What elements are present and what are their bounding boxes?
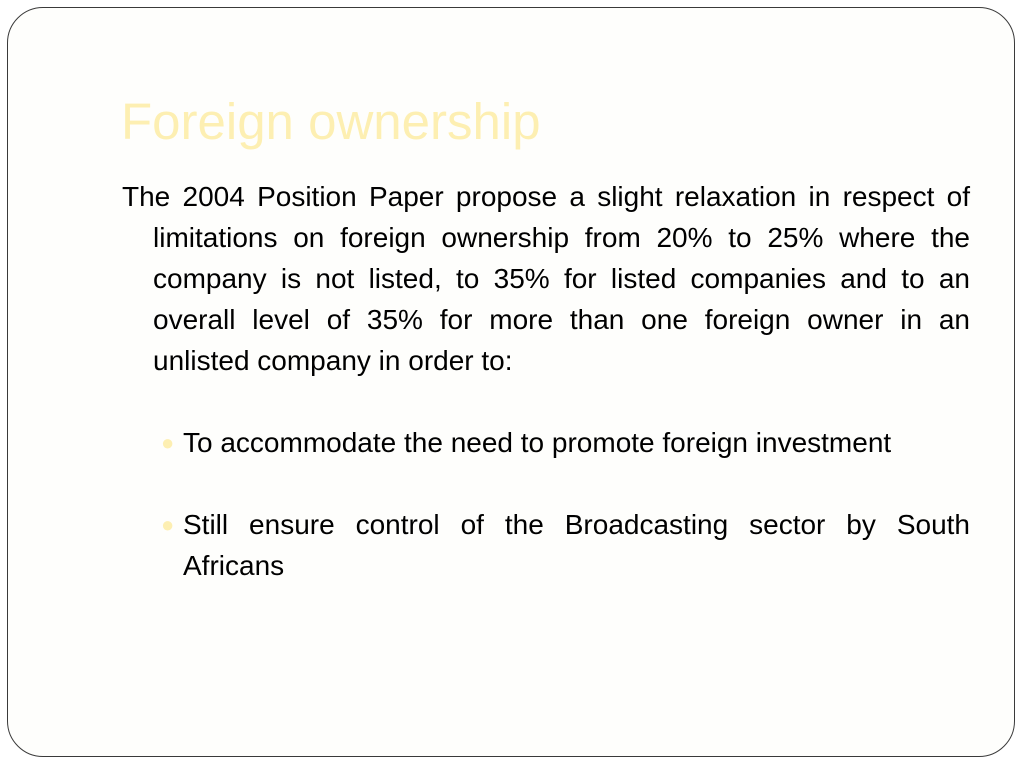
bullet-list (122, 422, 970, 586)
bullet-item (161, 422, 970, 463)
bullet-dot-icon: ● (161, 430, 175, 455)
main-paragraph: The 2004 Position Paper propose a slight relaxation in respect of limitations on foreign ownership from 20% to 25% where the company is not listed, to 35% for listed companies and to an overall level of 35% for more than one foreign owner in an unlisted company in order to: (122, 181, 970, 376)
bullet-text: Still ensure control of the Broadcasting sector by South Africans (183, 509, 970, 581)
bullet-dot-icon: ● (161, 512, 175, 537)
slide-body (122, 176, 970, 586)
bullet-text: To accommodate the need to promote foreign investment (183, 427, 892, 458)
slide-frame (7, 7, 1015, 757)
bullet-item (161, 504, 970, 586)
slide-title: Foreign ownership (121, 93, 541, 150)
